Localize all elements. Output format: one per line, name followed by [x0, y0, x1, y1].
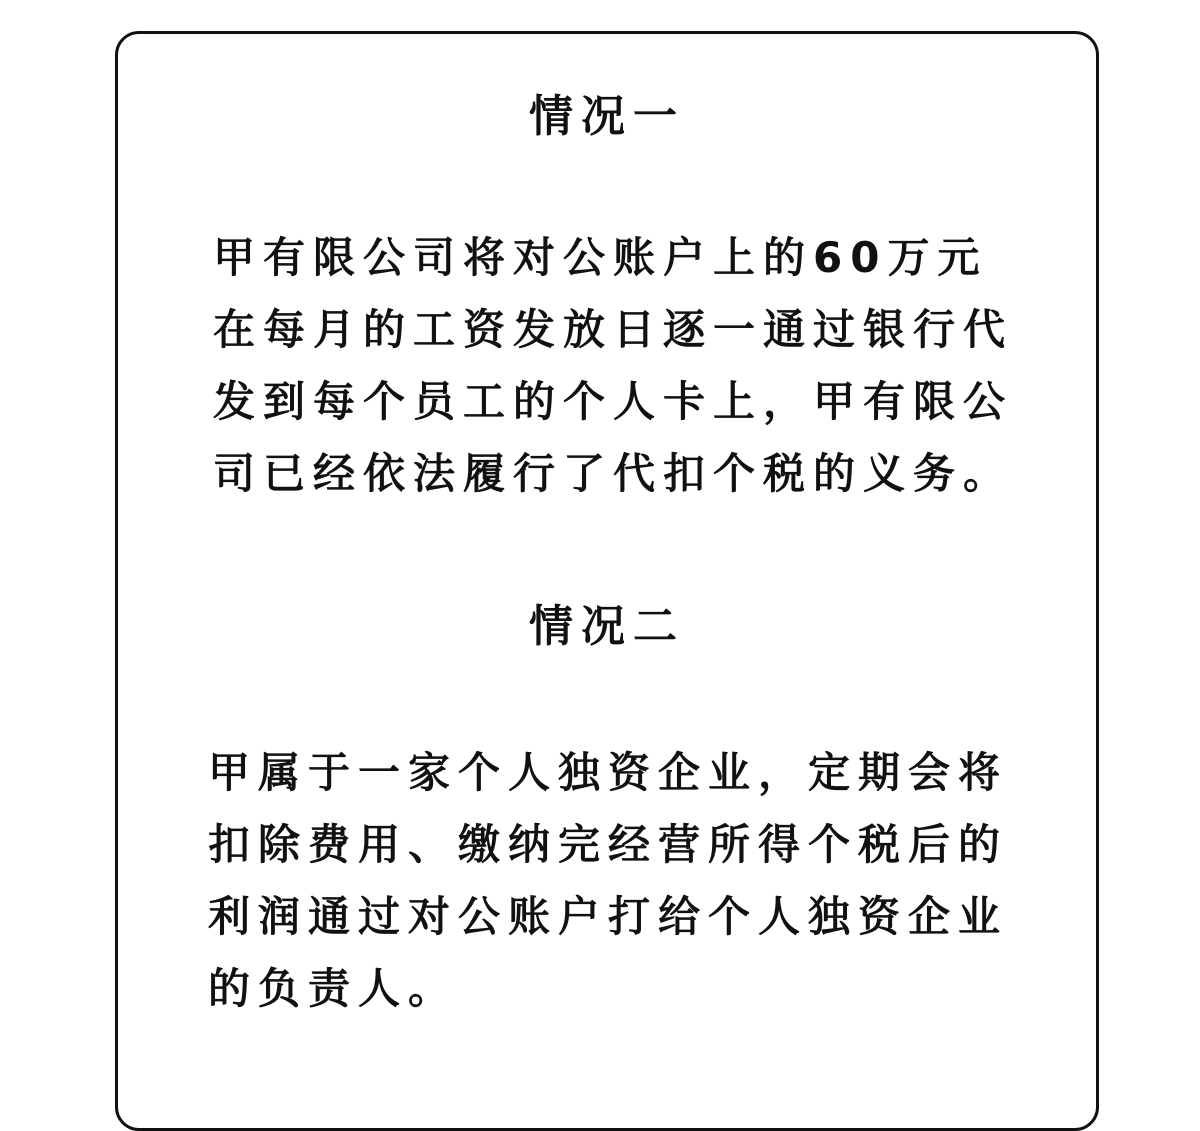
- paragraph-line: 的负责人。: [208, 964, 459, 1013]
- content-card: [115, 31, 1099, 1131]
- section-paragraph-1: [213, 222, 1013, 510]
- paragraph-line: 发到每个员工的个人卡上，甲有限公: [213, 377, 1014, 426]
- paragraph-line: 在每月的工资发放日逐一通过银行代: [213, 305, 1014, 354]
- paragraph-line: 甲属于一家个人独资企业，定期会将: [208, 748, 1009, 797]
- paragraph-line: 扣除费用、缴纳完经营所得个税后的: [208, 820, 1009, 869]
- paragraph-line: 甲有限公司将对公账户上的60万元: [213, 233, 988, 282]
- section-paragraph-2: [208, 737, 1008, 1025]
- paragraph-line: 司已经依法履行了代扣个税的义务。: [213, 449, 1014, 498]
- section-title-1: 情况一: [529, 91, 685, 142]
- paragraph-line: 利润通过对公账户打给个人独资企业: [208, 892, 1009, 941]
- section-title-2: 情况二: [529, 601, 685, 652]
